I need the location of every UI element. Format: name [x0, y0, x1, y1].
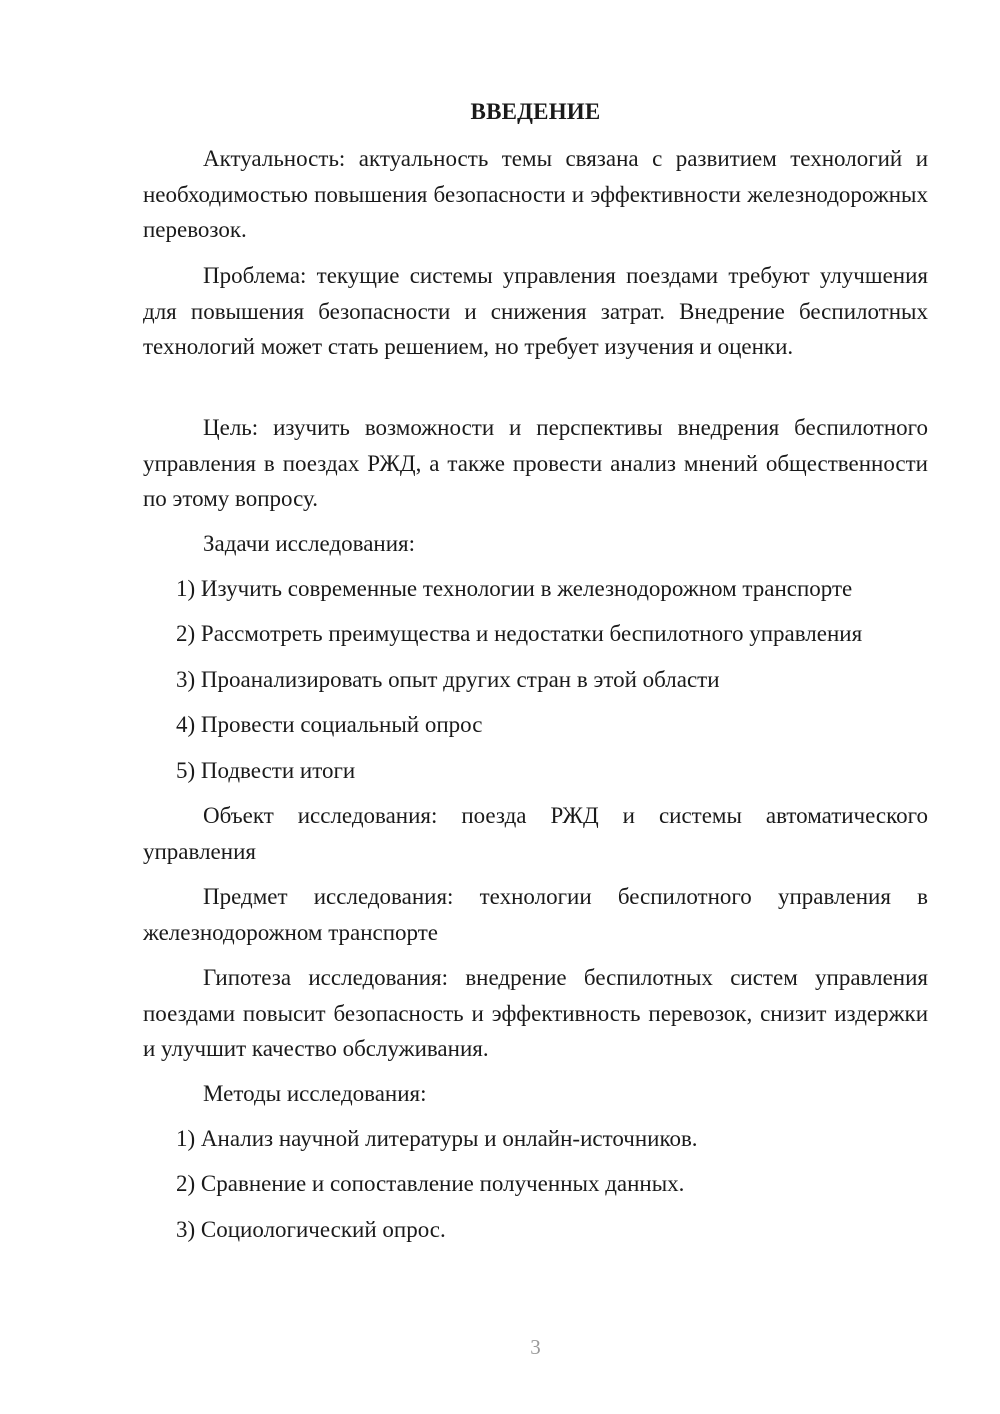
method-item: 3) Социологический опрос.	[176, 1217, 446, 1242]
method-item: 2) Сравнение и сопоставление полученных данных.	[176, 1171, 685, 1196]
task-item: 1) Изучить современные технологии в железнодорожном транспорте	[176, 576, 853, 601]
paragraph-subject: Предмет исследования: технологии беспилотного управления в железнодорожном транспорте	[143, 884, 928, 945]
section-heading: ВВЕДЕНИЕ	[470, 99, 601, 124]
task-item: 5) Подвести итоги	[176, 758, 356, 783]
methods-heading: Методы исследования:	[203, 1081, 427, 1106]
paragraph-relevance: Актуальность: актуальность темы связана с развитием технологий и необходимостью повышения безопасности и эффективности железнодорожных перевозок.	[143, 146, 928, 242]
paragraph-hypothesis: Гипотеза исследования: внедрение беспилотных систем управления поездами повысит безопасность и эффективность перевозок, снизит издержки и улучшит качество обслуживания.	[143, 965, 928, 1061]
tasks-heading: Задачи исследования:	[203, 531, 416, 556]
paragraph-goal: Цель: изучить возможности и перспективы внедрения беспилотного управления в поездах РЖД, а также провести анализ мнений общественности по этому вопросу.	[143, 415, 928, 511]
method-item: 1) Анализ научной литературы и онлайн-источников.	[176, 1126, 698, 1151]
task-item: 2) Рассмотреть преимущества и недостатки беспилотного управления	[176, 621, 863, 646]
paragraph-object: Объект исследования: поезда РЖД и системы автоматического управления	[143, 803, 928, 864]
paragraph-problem: Проблема: текущие системы управления поездами требуют улучшения для повышения безопасности и снижения затрат. Внедрение беспилотных технологий может стать решением, но требует изучения и оценки.	[143, 263, 928, 359]
task-item: 3) Проанализировать опыт других стран в этой области	[176, 667, 720, 692]
task-item: 4) Провести социальный опрос	[176, 712, 483, 737]
page-number: 3	[530, 1335, 541, 1359]
